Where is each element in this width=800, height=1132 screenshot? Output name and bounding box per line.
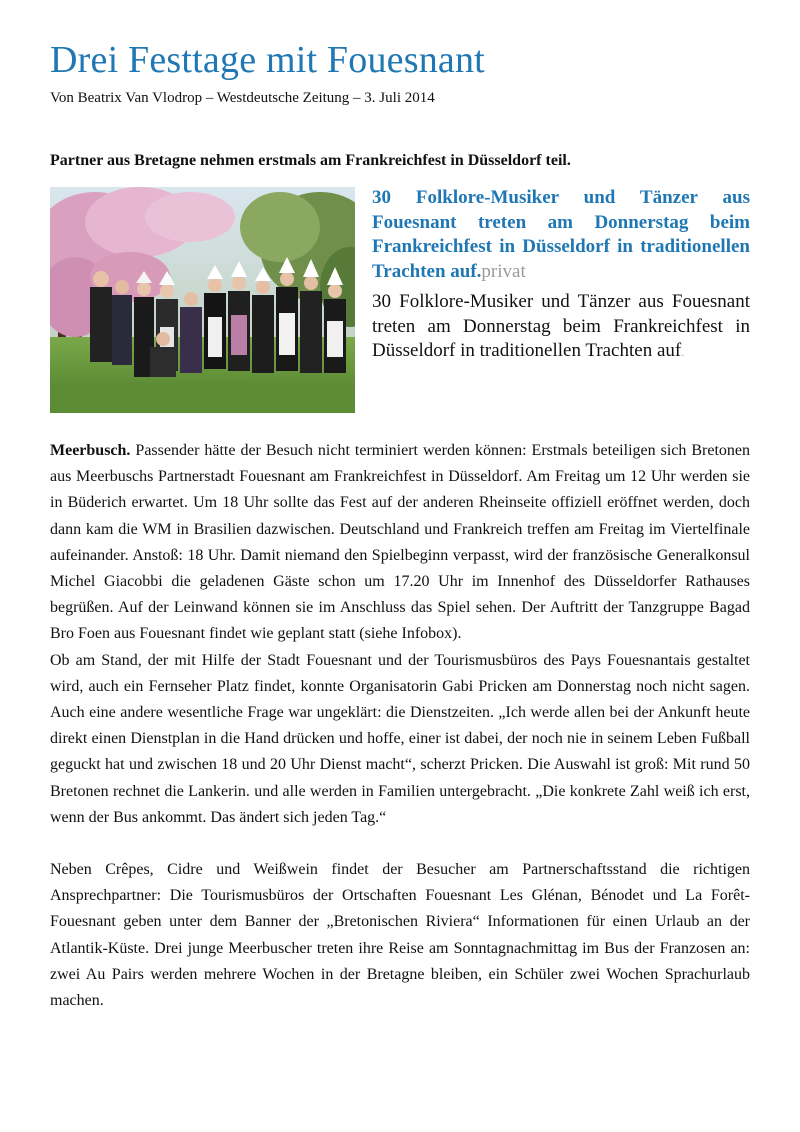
paragraph: Neben Crêpes, Cidre und Weißwein findet der Besucher am Partnerschaftsstand die richtigen Ansprechpartner: Die Tourismusbüros der Ortschaften Fouesnant Les Glénan, Bénodet und La Forêt-Fouesnant geben unter dem Banner der „Bretonischen Riviera“ Informationen für einen Urlaub an der Atlantik-Küste. Drei junge Meerbuscher treten ihre Reise am Sonntagnachmittag im Bus der Franzosen an: zwei Au Pairs werden mehrere Wochen in der Bretagne bleiben, ein Schüler zwei Wochen Sprachurlaub machen.	[50, 861, 750, 1010]
paragraph: Meerbusch. Passender hätte der Besuch nicht terminiert werden können: Erstmals beteiligen sich Bretonen aus Meerbuschs Partnerstadt Fouesnant am Frankreichfest in Düsseldorf. Am Freitag um 12 Uhr werden sie in Büderich erwartet. Um 18 Uhr sollte das Fest auf der anderen Rheinseite offiziell eröffnet werden, doch dann kam die WM in Brasilien dazwischen. Deutschland und Frankreich treffen am Freitag im Viertelfinale aufeinander. Anstoß: 18 Uhr. Damit niemand den Spielbeginn verpasst, wird der französische Generalkonsul Michel Giacobbi die geladenen Gäste schon um 17.20 Uhr im Innenhof des Düsseldorfer Rathauses begrüßen. Auf der Leinwand können sie im Anschluss das Spiel sehen. Der Auftritt der Tanzgruppe Bagad Bro Foen aus Fouesnant findet wie geplant statt (siehe Infobox).	[50, 442, 750, 643]
folklore-group-photo	[50, 187, 355, 413]
photo-credit: privat	[481, 260, 526, 282]
caption-text: 30 Folklore-Musiker und Tänzer aus Fouesnant treten am Donnerstag beim Frankreichfest in Düsseldorf in traditionellen Trachten auf.	[372, 291, 750, 361]
caption-headline: 30 Folklore-Musiker und Tänzer aus Fouesnant treten am Donnerstag beim Frankreichfest in Düsseldorf in traditionellen Trachten auf.privat	[372, 187, 750, 282]
paragraph: Ob am Stand, der mit Hilfe der Stadt Fouesnant und der Tourismusbüros des Pays Fouesnantais gestaltet wird, auch ein Fernseher Platz findet, konnte Organisatorin Gabi Pricken am Donnerstag noch nicht sagen. Auch eine andere wesentliche Frage war ungeklärt: die Dienstzeiten. „Ich werde allen bei der Ankunft heute direkt einen Dienstplan in die Hand drücken und hoffe, einer ist dabei, der noch nie in seinem Leben Fußball geguckt hat und zwischen 18 und 20 Uhr Dienst macht“, scherzt Pricken. Die Auswahl ist groß: Mit rund 50 Bretonen rechnet die Lankerin. und alle werden in Familien untergebracht. „Die konkrete Zahl weiß ich erst, wenn der Bus ankommt. Das ändert sich jeden Tag.“	[50, 651, 750, 826]
photo-caption	[372, 186, 750, 365]
dateline: Meerbusch.	[50, 442, 131, 459]
article-body	[50, 438, 750, 1014]
byline: Von Beatrix Van Vlodrop – Westdeutsche Zeitung – 3. Juli 2014	[50, 90, 435, 106]
lead-sentence: Partner aus Bretagne nehmen erstmals am Frankreichfest in Düsseldorf teil.	[50, 152, 571, 169]
photo-illustration	[50, 187, 355, 413]
article-title: Drei Festtage mit Fouesnant	[50, 39, 485, 81]
